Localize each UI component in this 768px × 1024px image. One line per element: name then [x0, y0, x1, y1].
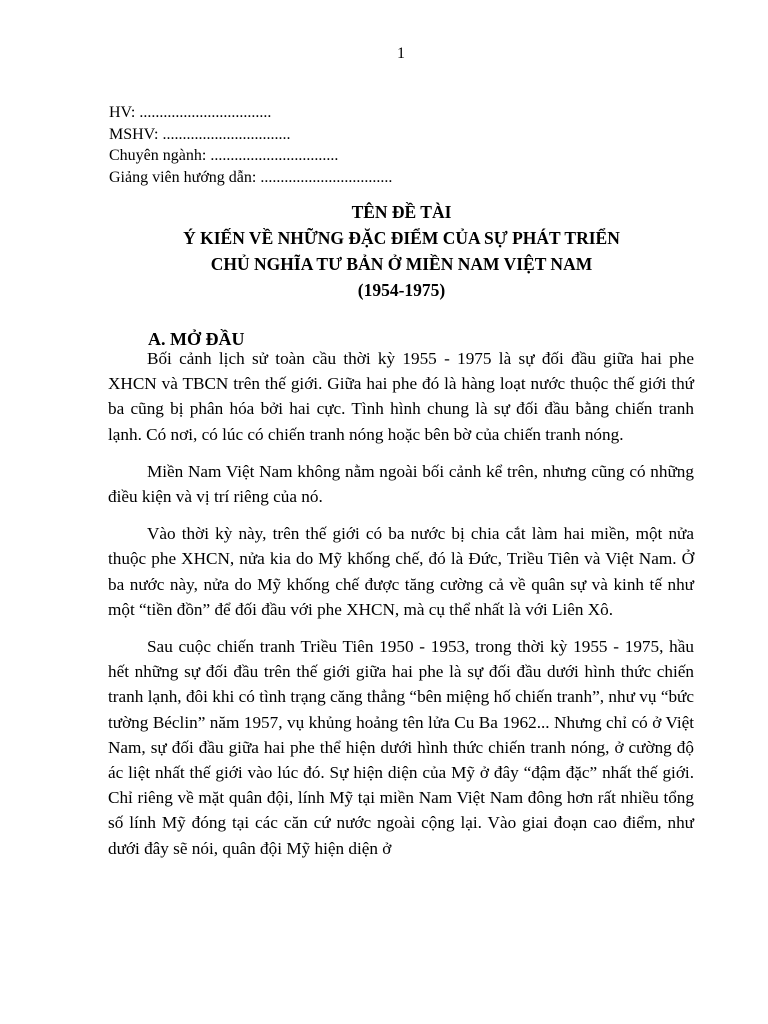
paragraph-4: Sau cuộc chiến tranh Triều Tiên 1950 - 1953, trong thời kỳ 1955 - 1975, hầu hết những sự đối đầu trên thế giới giữa hai phe là sự đối đầu dưới hình thức chiến tranh lạnh, đôi khi có tình trạng căng thẳng “bên miệng hố chiến tranh”, như vụ “bức tường Béclin” năm 1957, vụ khủng hoảng tên lửa Cu Ba 1962... Nhưng chỉ có ở Việt Nam, sự đối đầu giữa hai phe thể hiện dưới hình thức chiến tranh nóng, ở cường độ ác liệt nhất thế giới vào lúc đó. Sự hiện diện của Mỹ ở đây “đậm đặc” nhất thế giới. Chỉ riêng về mặt quân đội, lính Mỹ tại miền Nam Việt Nam đông hơn rất nhiều tổng số lính Mỹ đóng tại các căn cứ nước ngoài cộng lại. Vào giai đoạn cao điểm, như dưới đây sẽ nói, quân đội Mỹ hiện diện ở [108, 637, 694, 858]
advisor-line: Giảng viên hướng dẫn: ................................. [109, 168, 393, 186]
paragraph-3: Vào thời kỳ này, trên thế giới có ba nước bị chia cắt làm hai miền, một nửa thuộc phe XHCN, nửa kia do Mỹ khống chế, đó là Đức, Triều Tiên và Việt Nam. Ở ba nước này, nửa do Mỹ khống chế được tăng cường cả về quân sự và kinh tế như một “tiền đồn” để đối đầu với phe XHCN, mà cụ thể nhất là với Liên Xô. [108, 524, 694, 619]
body-text [108, 346, 694, 861]
paragraph-1: Bối cảnh lịch sử toàn cầu thời kỳ 1955 - 1975 là sự đối đầu giữa hai phe XHCN và TBCN trên thế giới. Giữa hai phe đó là hàng loạt nước thuộc thế giới thứ ba cũng bị phân hóa bởi hai cực. Tình hình chung là sự đối đầu bằng chiến tranh lạnh. Có nơi, có lúc có chiến tranh nóng hoặc bên bờ của chiến tranh nóng. [108, 349, 694, 444]
paragraph-2: Miền Nam Việt Nam không nằm ngoài bối cảnh kể trên, nhưng cũng có những điều kiện và vị trí riêng của nó. [108, 461, 694, 507]
student-id-line: MSHV: ................................ [109, 125, 291, 143]
student-name-line: HV: ................................. [109, 104, 272, 121]
title-label: TÊN ĐỀ TÀI [351, 202, 452, 222]
page-number: 1 [397, 45, 405, 62]
major-line: Chuyên ngành: ................................ [109, 147, 339, 164]
title-main-line-2: CHỦ NGHĨA TƯ BẢN Ở MIỀN NAM VIỆT NAM [210, 254, 593, 274]
title-main-line-1: Ý KIẾN VỀ NHỮNG ĐẶC ĐIỂM CỦA SỰ PHÁT TRIỂN [183, 228, 620, 248]
student-info-block [109, 102, 709, 188]
thesis-title-block [100, 199, 703, 303]
title-period: (1954-1975) [357, 280, 446, 300]
section-heading: A. MỞ ĐẦU [148, 329, 245, 349]
